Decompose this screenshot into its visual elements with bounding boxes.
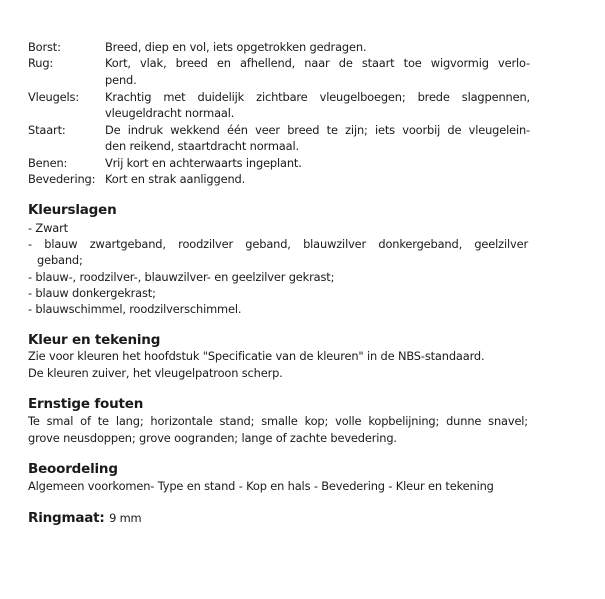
paragraph-line: Te smal of te lang; horizontale stand; smalle kop; volle kopbelijning; dunne snavel; [28,414,528,428]
ringmaat [28,510,141,526]
list-item: - blauw-, roodzilver-, blauwzilver- en geelzilver gekrast; [28,270,335,284]
paragraph-line: grove neusdoppen; grove oogranden; lange of zachte bevedering. [28,431,397,445]
property-value: Breed, diep en vol, iets opgetrokken gedragen. [105,40,367,54]
property-value: vleugeldracht normaal. [105,106,235,120]
property-value: De indruk wekkend één veer breed te zijn; iets voorbij de vleugelein- [105,123,530,137]
list-item: - blauwschimmel, roodzilverschimmel. [28,302,242,316]
property-label: Bevedering: [28,172,96,186]
ringmaat-label: Ringmaat: [28,510,105,526]
property-value: Vrij kort en achterwaarts ingeplant. [105,156,302,170]
property-label: Borst: [28,40,61,54]
section-heading: Ernstige fouten [28,396,144,412]
list-item: - blauw donkergekrast; [28,286,156,300]
list-item: - Zwart [28,221,68,235]
paragraph-line: Algemeen voorkomen- Type en stand - Kop en hals - Bevedering - Kleur en tekening [28,479,494,493]
section-heading: Kleur en tekening [28,332,161,348]
property-label: Vleugels: [28,90,80,104]
property-value: pend. [105,73,137,87]
property-value: Krachtig met duidelijk zichtbare vleugelboegen; brede slagpennen, [105,90,530,104]
property-value: den reikend, staartdracht normaal. [105,139,299,153]
property-label: Rug: [28,56,54,70]
property-value: Kort en strak aanliggend. [105,172,246,186]
property-label: Staart: [28,123,66,137]
section-heading: Beoordeling [28,461,118,477]
paragraph-line: De kleuren zuiver, het vleugelpatroon scherp. [28,366,283,380]
paragraph-line: Zie voor kleuren het hoofdstuk "Specificatie van de kleuren" in de NBS-standaard. [28,349,485,363]
list-item: geband; [37,253,83,267]
property-value: Kort, vlak, breed en afhellend, naar de staart toe wigvormig verlo- [105,56,530,70]
ringmaat-value: 9 mm [109,511,142,525]
section-heading: Kleurslagen [28,202,117,218]
property-label: Benen: [28,156,68,170]
list-item: - blauw zwartgeband, roodzilver geband, blauwzilver donkergeband, geelzilver [28,237,528,251]
